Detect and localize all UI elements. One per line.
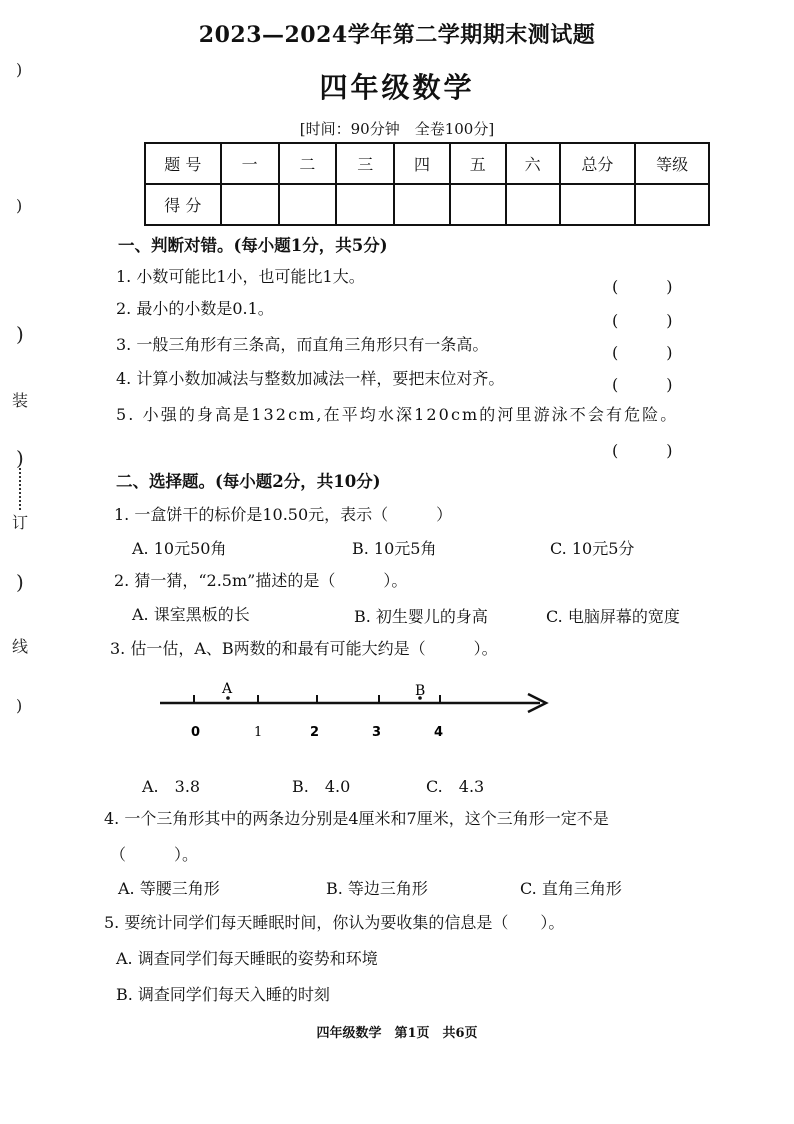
binding-mark: ) xyxy=(16,196,23,215)
score-entry-cell[interactable] xyxy=(279,184,337,225)
judge-question-4: 4. 计算小数加减法与整数加减法一样，要把末位对齐。 xyxy=(116,369,505,388)
choice-option-c[interactable]: C. 4.3 xyxy=(426,777,485,796)
score-entry-cell[interactable] xyxy=(560,184,636,225)
choice-option-a[interactable]: A. 3.8 xyxy=(142,777,201,796)
score-entry-cell[interactable] xyxy=(450,184,506,225)
score-table-cell: 四 xyxy=(394,143,450,184)
score-table-cell: 五 xyxy=(450,143,506,184)
choice-option-c[interactable]: C. 电脑屏幕的宽度 xyxy=(546,607,680,626)
score-table-cell: 六 xyxy=(506,143,560,184)
choice-option-a[interactable]: A. 10元50角 xyxy=(132,539,227,558)
score-table-cell: 得 分 xyxy=(145,184,221,225)
score-entry-cell[interactable] xyxy=(336,184,394,225)
choice-question-4-blank[interactable]: （ ）。 xyxy=(110,845,199,864)
choice-question-4: 4. 一个三角形其中的两条边分别是4厘米和7厘米，这个三角形一定不是 xyxy=(104,809,609,828)
answer-blank[interactable]: ( ) xyxy=(612,375,673,394)
choice-option-b[interactable]: B. 初生婴儿的身高 xyxy=(354,607,488,626)
choice-option-b[interactable]: B. 等边三角形 xyxy=(326,879,428,898)
binding-mark: ) xyxy=(16,570,24,594)
choice-option-a[interactable]: A. 课室黑板的长 xyxy=(132,605,250,624)
choice-option-c[interactable]: C. 直角三角形 xyxy=(520,879,622,898)
choice-question-3: 3. 估一估，A、B两数的和最有可能大约是（ ）。 xyxy=(110,639,498,658)
exam-subject: 四年级数学 xyxy=(319,71,475,104)
answer-blank[interactable]: ( ) xyxy=(612,311,673,330)
score-entry-cell[interactable] xyxy=(221,184,279,225)
page-footer: 四年级数学 第1页 共6页 xyxy=(316,1026,478,1041)
score-table-cell: 题 号 xyxy=(145,143,221,184)
choice-question-2: 2. 猜一猜，“2.5m”描述的是（ ）。 xyxy=(114,571,408,590)
judge-question-5: 5. 小强的身高是132cm,在平均水深120cm的河里游泳不会有危险。 xyxy=(116,405,679,424)
answer-blank[interactable]: ( ) xyxy=(612,441,673,460)
score-table-cell: 总分 xyxy=(560,143,636,184)
score-table-cell: 二 xyxy=(279,143,337,184)
score-table-cell: 三 xyxy=(336,143,394,184)
score-table-cell: 一 xyxy=(221,143,279,184)
choice-option-b[interactable]: B. 10元5角 xyxy=(352,539,437,558)
binding-mark: ) xyxy=(16,446,24,470)
choice-option-a[interactable]: A. 等腰三角形 xyxy=(118,879,220,898)
binding-mark: ) xyxy=(16,322,24,346)
number-line xyxy=(150,675,570,755)
binding-mark: ) xyxy=(16,60,23,79)
number-line-tick-label: 1 xyxy=(254,725,263,740)
binding-mark-xian: 线 xyxy=(12,637,29,656)
exam-title: 2023—2024学年第二学期期末测试题 xyxy=(198,22,596,48)
judge-question-2: 2. 最小的小数是0.1。 xyxy=(116,299,274,318)
score-entry-cell[interactable] xyxy=(635,184,709,225)
choice-option-b[interactable]: B. 调查同学们每天入睡的时刻 xyxy=(116,985,330,1004)
number-line-tick-label: 4 xyxy=(434,725,444,740)
score-table-score-row xyxy=(145,184,709,225)
section2-heading: 二、选择题。(每小题2分，共10分) xyxy=(116,472,381,491)
binding-dashed-line xyxy=(19,468,21,510)
number-line-tick-label: 0 xyxy=(191,725,201,740)
choice-question-1: 1. 一盒饼干的标价是10.50元，表示（ ） xyxy=(114,505,453,524)
judge-question-3: 3. 一般三角形有三条高，而直角三角形只有一条高。 xyxy=(116,335,489,354)
exam-time-info: [时间：90分钟 全卷100分] xyxy=(299,120,495,138)
answer-blank[interactable]: ( ) xyxy=(612,343,673,362)
binding-mark: ) xyxy=(16,696,23,715)
score-entry-cell[interactable] xyxy=(394,184,450,225)
section1-heading: 一、判断对错。(每小题1分，共5分) xyxy=(118,236,388,255)
number-line-tick-label: 3 xyxy=(372,725,382,740)
judge-question-1: 1. 小数可能比1小，也可能比1大。 xyxy=(116,267,365,286)
number-line-tick-label: 2 xyxy=(310,725,320,740)
score-entry-cell[interactable] xyxy=(506,184,560,225)
answer-blank[interactable]: ( ) xyxy=(612,277,673,296)
binding-mark-zhuang: 装 xyxy=(12,391,29,410)
number-line-label-a: A xyxy=(222,681,233,697)
score-table-cell: 等级 xyxy=(635,143,709,184)
choice-question-5: 5. 要统计同学们每天睡眠时间，你认为要收集的信息是（ ）。 xyxy=(104,913,565,932)
score-table-header-row xyxy=(145,143,709,184)
choice-option-c[interactable]: C. 10元5分 xyxy=(550,539,635,558)
score-table xyxy=(144,142,710,226)
binding-mark-ding: 订 xyxy=(12,513,29,532)
number-line-label-b: B xyxy=(415,683,426,699)
choice-option-b[interactable]: B. 4.0 xyxy=(292,777,351,796)
choice-option-a[interactable]: A. 调查同学们每天睡眠的姿势和环境 xyxy=(116,949,378,968)
